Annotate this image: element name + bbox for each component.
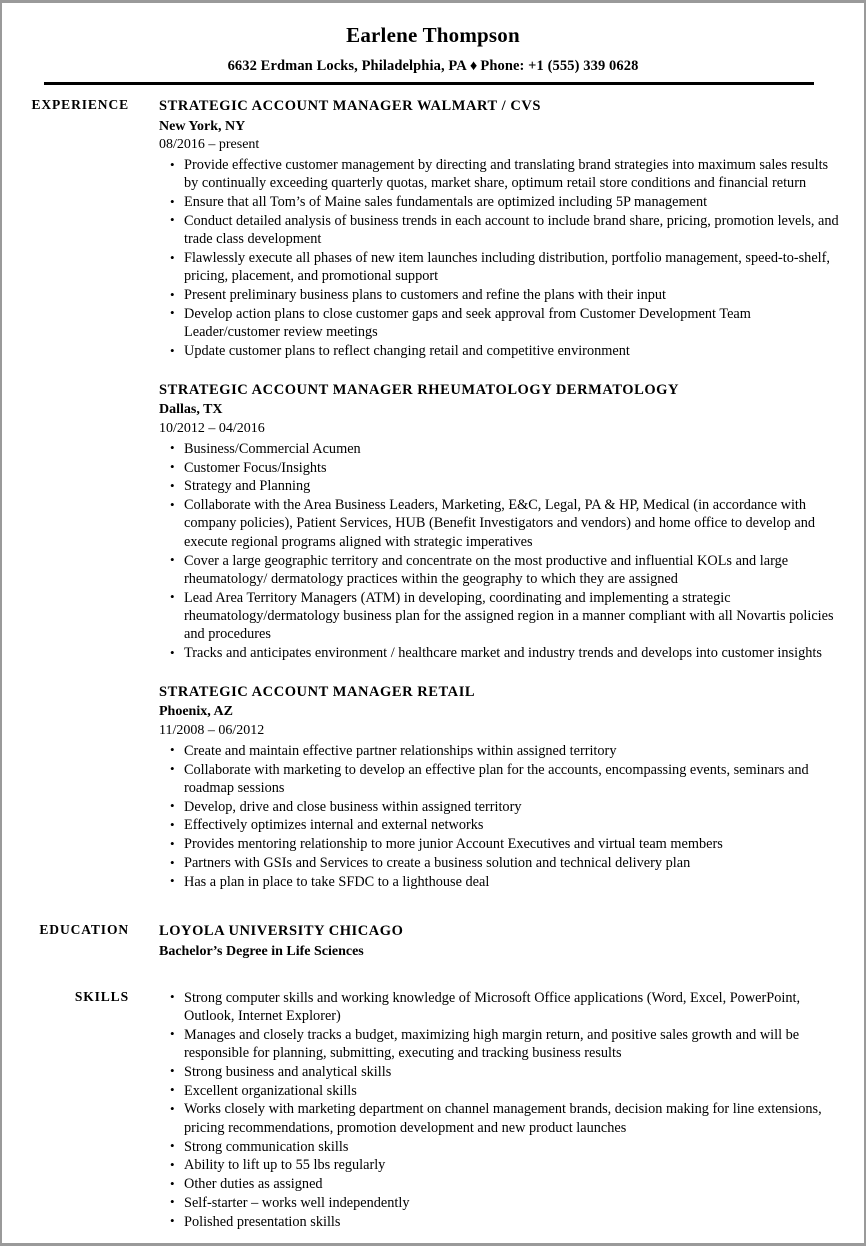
list-item: • Polished presentation skills <box>159 1213 839 1231</box>
list-item: • Flawlessly execute all phases of new item launches including distribution, portfolio management, speed-to-shelf, pricing, placement, and promotional support <box>159 249 839 286</box>
job-title: STRATEGIC ACCOUNT MANAGER RHEUMATOLOGY DERMATOLOGY <box>159 381 680 398</box>
list-item: • Ensure that all Tom’s of Maine sales fundamentals are optimized including 5P management <box>159 193 839 211</box>
list-item: • Strong computer skills and working knowledge of Microsoft Office applications (Word, Excel, PowerPoint, Outlook, Internet Explorer) <box>159 989 839 1026</box>
section-label-skills: SKILLS <box>74 988 129 1004</box>
list-item: • Partners with GSIs and Services to create a business solution and technical delivery plan <box>159 854 839 872</box>
resume-header <box>2 3 864 75</box>
list-item: • Other duties as assigned <box>159 1175 839 1193</box>
list-item: • Develop action plans to close customer gaps and seek approval from Customer Development Team Leader/customer review meetings <box>159 305 839 342</box>
job-dates: 10/2012 – 04/2016 <box>159 420 265 436</box>
job-responsibility-list <box>159 742 864 891</box>
list-item: • Works closely with marketing department on channel management brands, decision making for line extensions, pricing recommendations, promotion development and new product launches <box>159 1100 839 1137</box>
list-item: • Update customer plans to reflect changing retail and competitive environment <box>159 342 839 360</box>
spacer <box>2 962 864 987</box>
job-title: STRATEGIC ACCOUNT MANAGER WALMART / CVS <box>159 98 542 115</box>
job-dates: 08/2016 – present <box>159 136 260 152</box>
experience-entry <box>159 683 864 891</box>
list-item: • Develop, drive and close business within assigned territory <box>159 798 839 816</box>
list-item: • Has a plan in place to take SFDC to a lighthouse deal <box>159 873 839 891</box>
contact-line <box>2 58 864 75</box>
skills-section <box>2 989 864 1231</box>
education-degree: Bachelor’s Degree in Life Sciences <box>159 944 364 960</box>
contact-phone: Phone: +1 (555) 339 0628 <box>480 58 639 75</box>
spacer <box>2 892 864 922</box>
resume-sheet <box>2 3 864 1243</box>
list-item: • Provide effective customer management by directing and translating brand strategies into maximum sales results by continually exceeding quarterly quotas, market share, optimum retail store conditions and financial return <box>159 156 839 193</box>
list-item: • Ability to lift up to 55 lbs regularly <box>159 1156 839 1174</box>
job-location: Phoenix, AZ <box>159 704 233 720</box>
header-divider <box>44 82 814 85</box>
list-item: • Self-starter – works well independently <box>159 1194 839 1212</box>
section-label-experience: EXPERIENCE <box>31 97 129 113</box>
list-item: • Collaborate with marketing to develop an effective plan for the accounts, encompassing events, seminars and roadmap sessions <box>159 761 839 798</box>
job-title: STRATEGIC ACCOUNT MANAGER RETAIL <box>159 683 476 700</box>
list-item: • Provides mentoring relationship to more junior Account Executives and virtual team members <box>159 835 839 853</box>
list-item: • Strong communication skills <box>159 1138 839 1156</box>
experience-entry <box>159 381 864 662</box>
experience-entry <box>159 97 864 360</box>
list-item: • Lead Area Territory Managers (ATM) in developing, coordinating and implementing a strategic rheumatology/dermatology business plan for the assigned region in a manner compliant with all Novartis policies and procedures <box>159 589 839 644</box>
education-section <box>2 922 864 962</box>
education-school: LOYOLA UNIVERSITY CHICAGO <box>159 922 404 939</box>
list-item: • Strategy and Planning <box>159 477 839 495</box>
list-item: • Strong business and analytical skills <box>159 1063 839 1081</box>
list-item: • Excellent organizational skills <box>159 1082 839 1100</box>
list-item: • Effectively optimizes internal and external networks <box>159 816 839 834</box>
job-location: New York, NY <box>159 118 246 134</box>
list-item: • Create and maintain effective partner relationships within assigned territory <box>159 742 839 760</box>
job-dates: 11/2008 – 06/2012 <box>159 722 265 738</box>
list-item: • Present preliminary business plans to customers and refine the plans with their input <box>159 286 839 304</box>
spacer <box>159 663 864 683</box>
list-item: • Conduct detailed analysis of business trends in each account to include brand share, pricing, promotion levels, and trade class development <box>159 212 839 249</box>
list-item: • Customer Focus/Insights <box>159 459 839 477</box>
spacer <box>159 361 864 381</box>
candidate-name: Earlene Thompson <box>346 23 520 47</box>
list-item: • Manages and closely tracks a budget, maximizing high margin return, and positive sales growth and will be responsible for planning, submitting, executing and tracking business results <box>159 1026 839 1063</box>
section-label-education: EDUCATION <box>39 921 129 937</box>
list-item: • Tracks and anticipates environment / healthcare market and industry trends and develops into customer insights <box>159 644 839 662</box>
job-responsibility-list <box>159 156 864 360</box>
list-item: • Cover a large geographic territory and concentrate on the most productive and influential KOLs and large rheumatology/ dermatology practices within the geography to which they are assigned <box>159 552 839 589</box>
list-item: • Collaborate with the Area Business Leaders, Marketing, E&C, Legal, PA & HP, Medical (in accordance with company policies), Patient Services, HUB (Benefit Investigators and vendors) and home office to develop and execute regional programs aligned with strategic imperatives <box>159 496 839 551</box>
job-responsibility-list <box>159 440 864 663</box>
contact-address: 6632 Erdman Locks, Philadelphia, PA <box>227 58 467 75</box>
skills-list <box>159 989 864 1231</box>
experience-section <box>2 97 864 891</box>
list-item: • Business/Commercial Acumen <box>159 440 839 458</box>
job-location: Dallas, TX <box>159 402 223 418</box>
diamond-separator-icon: ♦ <box>469 58 478 75</box>
